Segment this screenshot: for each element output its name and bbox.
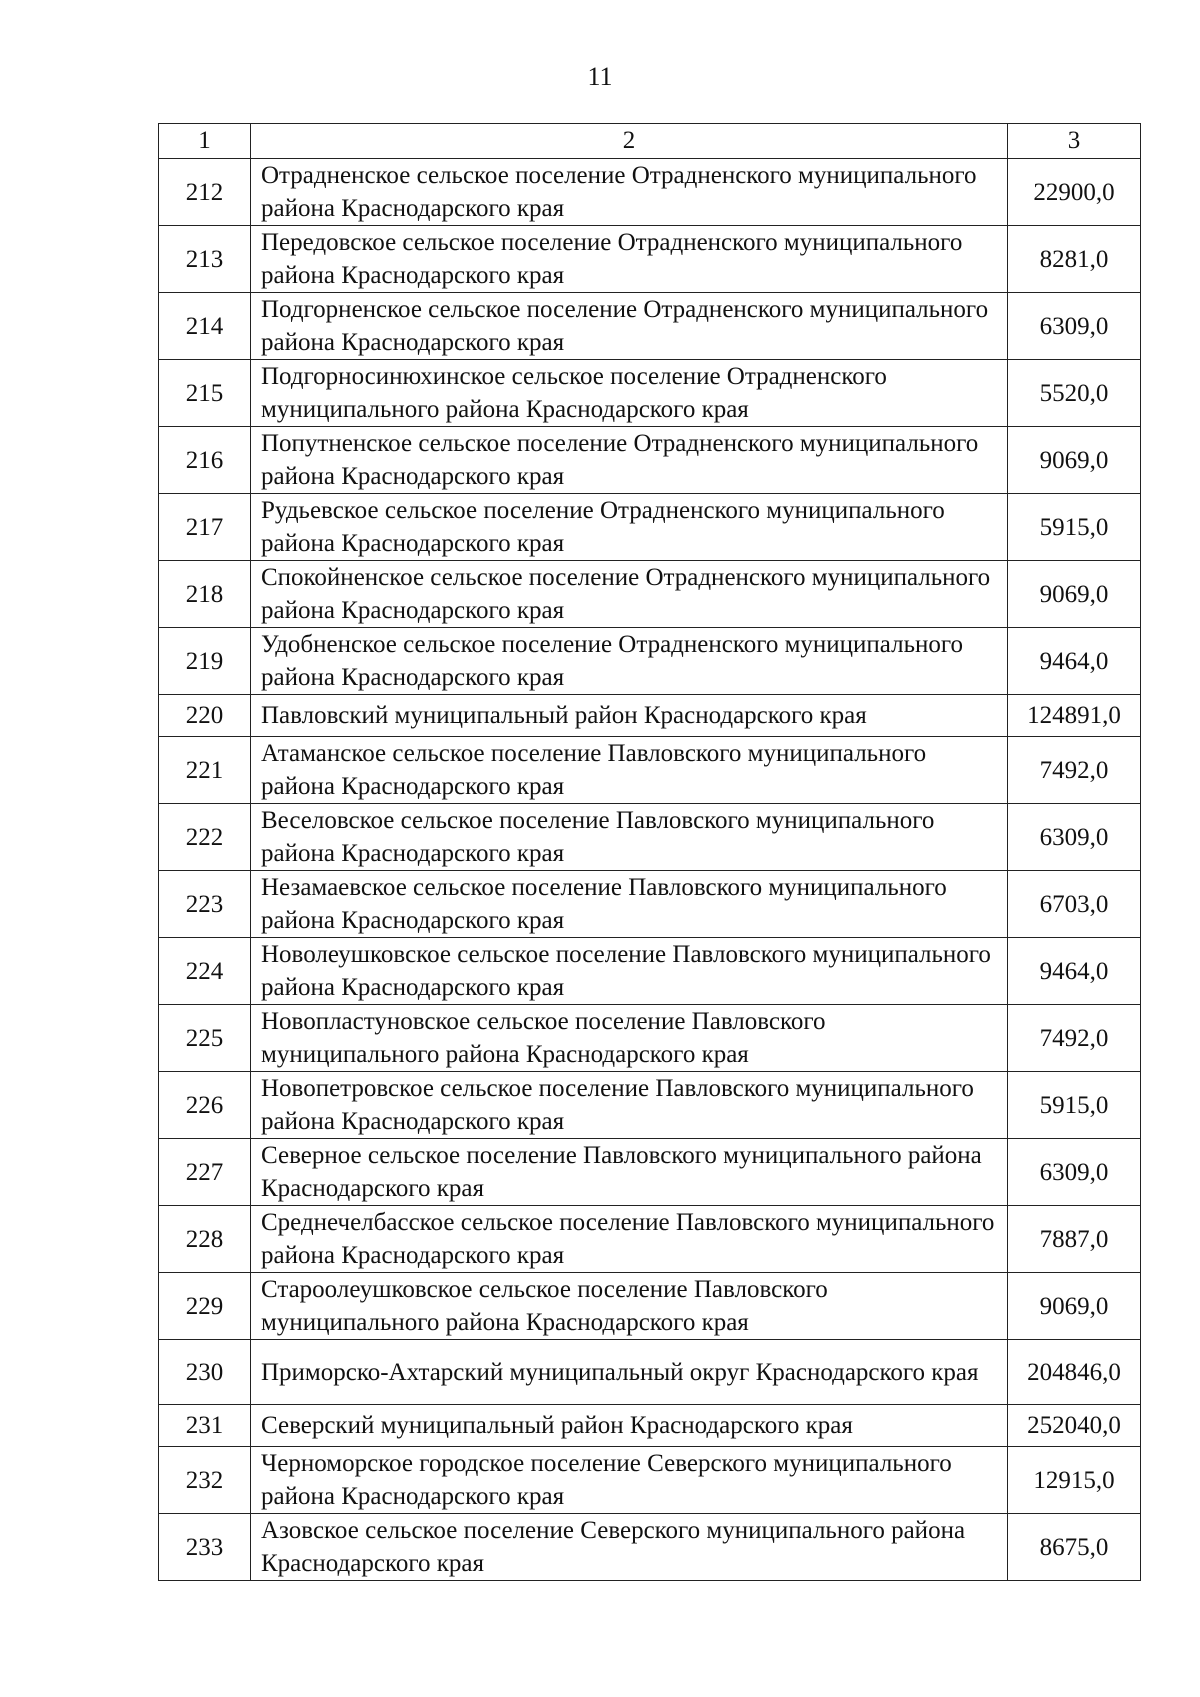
table-row [159, 427, 1141, 494]
row-value: 5520,0 [1008, 360, 1141, 427]
row-value: 204846,0 [1008, 1340, 1141, 1405]
row-number: 224 [159, 938, 251, 1005]
table-row [159, 226, 1141, 293]
table-row [159, 938, 1141, 1005]
table-row [159, 1405, 1141, 1447]
row-name: Староолеушковское сельское поселение Павловского муниципального района Краснодарского края [251, 1273, 1008, 1340]
row-value: 9464,0 [1008, 938, 1141, 1005]
row-value: 8675,0 [1008, 1514, 1141, 1581]
column-header-number: 1 [159, 124, 251, 159]
row-value: 7492,0 [1008, 737, 1141, 804]
row-number: 219 [159, 628, 251, 695]
row-number: 222 [159, 804, 251, 871]
row-number: 232 [159, 1447, 251, 1514]
row-value: 7492,0 [1008, 1005, 1141, 1072]
row-name: Попутненское сельское поселение Отрадненского муниципального района Краснодарского края [251, 427, 1008, 494]
row-value: 6309,0 [1008, 293, 1141, 360]
row-number: 215 [159, 360, 251, 427]
row-name: Подгорносинюхинское сельское поселение Отрадненского муниципального района Краснодарского края [251, 360, 1008, 427]
table-row [159, 1206, 1141, 1273]
page-number: 11 [587, 62, 613, 91]
row-number: 217 [159, 494, 251, 561]
table-row [159, 159, 1141, 226]
row-name: Веселовское сельское поселение Павловского муниципального района Краснодарского края [251, 804, 1008, 871]
row-value: 9069,0 [1008, 561, 1141, 628]
row-name: Передовское сельское поселение Отрадненского муниципального района Краснодарского края [251, 226, 1008, 293]
row-name: Северное сельское поселение Павловского муниципального района Краснодарского края [251, 1139, 1008, 1206]
column-header-value: 3 [1008, 124, 1141, 159]
row-name: Спокойненское сельское поселение Отрадненского муниципального района Краснодарского края [251, 561, 1008, 628]
data-table [158, 123, 1141, 1581]
row-name: Незамаевское сельское поселение Павловского муниципального района Краснодарского края [251, 871, 1008, 938]
row-number: 212 [159, 159, 251, 226]
row-value: 9464,0 [1008, 628, 1141, 695]
row-name: Азовское сельское поселение Северского муниципального района Краснодарского края [251, 1514, 1008, 1581]
row-value: 6703,0 [1008, 871, 1141, 938]
row-value: 6309,0 [1008, 804, 1141, 871]
table-row [159, 561, 1141, 628]
table-row [159, 695, 1141, 737]
table-row [159, 737, 1141, 804]
table-row [159, 1139, 1141, 1206]
row-name: Северский муниципальный район Краснодарского края [251, 1405, 1008, 1447]
table-row [159, 494, 1141, 561]
row-name: Новолеушковское сельское поселение Павловского муниципального района Краснодарского края [251, 938, 1008, 1005]
column-header-name: 2 [251, 124, 1008, 159]
row-number: 228 [159, 1206, 251, 1273]
row-number: 214 [159, 293, 251, 360]
row-number: 230 [159, 1340, 251, 1405]
row-number: 233 [159, 1514, 251, 1581]
row-value: 124891,0 [1008, 695, 1141, 737]
table-row [159, 804, 1141, 871]
row-number: 226 [159, 1072, 251, 1139]
row-name: Рудьевское сельское поселение Отрадненского муниципального района Краснодарского края [251, 494, 1008, 561]
row-number: 221 [159, 737, 251, 804]
table-header-row [159, 124, 1141, 159]
row-name: Приморско-Ахтарский муниципальный округ Краснодарского края [251, 1340, 1008, 1405]
row-name: Атаманское сельское поселение Павловского муниципального района Краснодарского края [251, 737, 1008, 804]
table-row [159, 1072, 1141, 1139]
row-value: 7887,0 [1008, 1206, 1141, 1273]
row-name: Павловский муниципальный район Краснодарского края [251, 695, 1008, 737]
row-number: 213 [159, 226, 251, 293]
row-name: Подгорненское сельское поселение Отрадненского муниципального района Краснодарского края [251, 293, 1008, 360]
row-value: 9069,0 [1008, 1273, 1141, 1340]
row-number: 218 [159, 561, 251, 628]
row-value: 9069,0 [1008, 427, 1141, 494]
table-row [159, 1447, 1141, 1514]
row-name: Среднечелбасское сельское поселение Павловского муниципального района Краснодарского края [251, 1206, 1008, 1273]
row-number: 225 [159, 1005, 251, 1072]
row-value: 252040,0 [1008, 1405, 1141, 1447]
table-row [159, 628, 1141, 695]
table-row [159, 871, 1141, 938]
table-row [159, 360, 1141, 427]
row-number: 231 [159, 1405, 251, 1447]
table-row [159, 293, 1141, 360]
row-name: Отрадненское сельское поселение Отрадненского муниципального района Краснодарского края [251, 159, 1008, 226]
row-number: 216 [159, 427, 251, 494]
row-value: 5915,0 [1008, 1072, 1141, 1139]
row-name: Новопетровское сельское поселение Павловского муниципального района Краснодарского края [251, 1072, 1008, 1139]
row-number: 229 [159, 1273, 251, 1340]
row-value: 12915,0 [1008, 1447, 1141, 1514]
table-row [159, 1005, 1141, 1072]
row-value: 8281,0 [1008, 226, 1141, 293]
row-number: 220 [159, 695, 251, 737]
row-name: Черноморское городское поселение Северского муниципального района Краснодарского края [251, 1447, 1008, 1514]
row-name: Новопластуновское сельское поселение Павловского муниципального района Краснодарского края [251, 1005, 1008, 1072]
table-row [159, 1514, 1141, 1581]
row-number: 227 [159, 1139, 251, 1206]
row-value: 5915,0 [1008, 494, 1141, 561]
table-row [159, 1340, 1141, 1405]
row-value: 22900,0 [1008, 159, 1141, 226]
row-name: Удобненское сельское поселение Отрадненского муниципального района Краснодарского края [251, 628, 1008, 695]
row-number: 223 [159, 871, 251, 938]
table-row [159, 1273, 1141, 1340]
row-value: 6309,0 [1008, 1139, 1141, 1206]
